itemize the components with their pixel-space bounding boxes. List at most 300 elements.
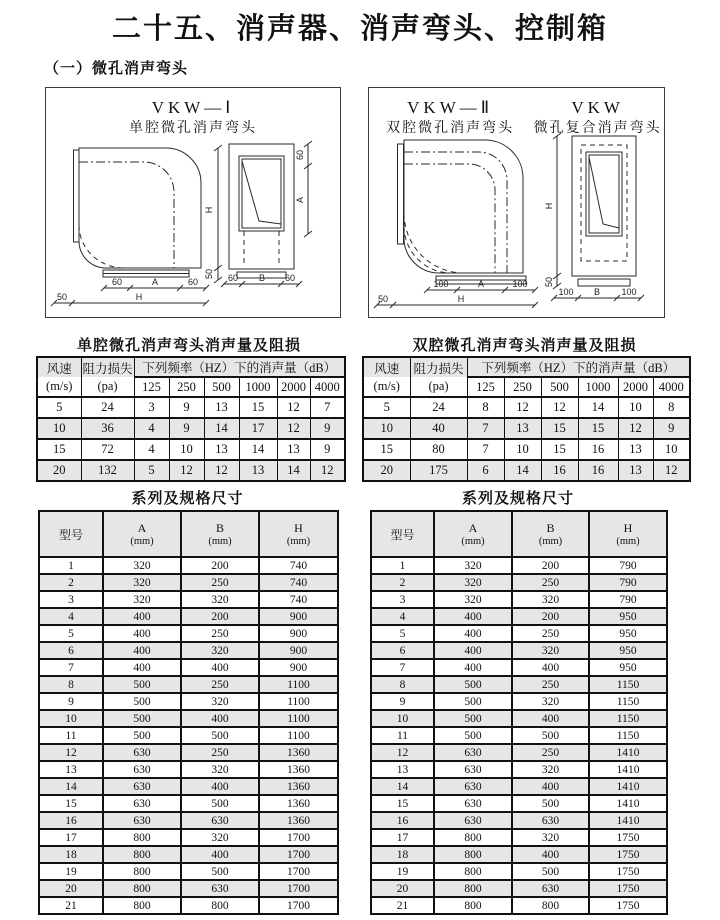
table-cell: 1700 (259, 897, 338, 914)
table-row (39, 761, 338, 778)
table-cell: 1360 (259, 812, 338, 829)
table-cell: 10 (618, 397, 653, 418)
table-cell: 175 (410, 460, 467, 481)
header-label: H (294, 520, 303, 535)
table-cell: 4 (39, 608, 103, 625)
table-row (371, 880, 667, 897)
table-cell: 320 (181, 829, 259, 846)
table-cell: 400 (512, 710, 589, 727)
table-cell: 8 (371, 676, 434, 693)
table-cell: 320 (512, 761, 589, 778)
table-row (371, 676, 667, 693)
table-cell: 9 (310, 439, 345, 460)
table-cell: 500 (103, 693, 181, 710)
header-label: H (623, 520, 633, 535)
table-cell: 1700 (259, 829, 338, 846)
dim-label: 60 (111, 277, 123, 287)
table-cell: 250 (512, 625, 589, 642)
table-cell: 11 (39, 727, 103, 744)
header-cell: 1000 (578, 377, 618, 397)
header-cell: 阻力损失 (81, 357, 134, 377)
table-row (37, 418, 345, 439)
table-cell: 1750 (589, 863, 667, 880)
table-row (371, 829, 667, 846)
table-cell: 4 (134, 418, 169, 439)
table-cell: 132 (81, 460, 134, 481)
table-cell: 9 (653, 418, 690, 439)
table-cell: 500 (103, 710, 181, 727)
table-cell: 1360 (259, 744, 338, 761)
table-cell: 14 (578, 397, 618, 418)
table-row (39, 863, 338, 880)
header-cell: (m/s) (363, 377, 410, 397)
table-cell: 14 (239, 439, 277, 460)
table-cell: 16 (371, 812, 434, 829)
header-cell: (pa) (81, 377, 134, 397)
model-number: VKW—Ⅰ (151, 98, 235, 117)
table-cell: 16 (578, 460, 618, 481)
model-number: VKW—Ⅱ (407, 98, 494, 117)
table-cell: 7 (467, 418, 504, 439)
table-cell: 800 (434, 829, 512, 846)
table-cell: 400 (103, 625, 181, 642)
header-unit: (mm) (538, 535, 563, 547)
table-cell: 16 (578, 439, 618, 460)
table-cell: 800 (103, 846, 181, 863)
table-cell: 8 (467, 397, 504, 418)
header-cell (103, 511, 181, 557)
table-cell: 5 (39, 625, 103, 642)
table-cell: 1410 (589, 812, 667, 829)
table-cell: 5 (363, 397, 410, 418)
header-cell (589, 511, 667, 557)
dim-label: 50 (56, 292, 68, 302)
table-cell: 1700 (259, 880, 338, 897)
table-cell: 250 (181, 574, 259, 591)
table-cell: 400 (103, 642, 181, 659)
table-cell: 40 (410, 418, 467, 439)
table-cell: 17 (371, 829, 434, 846)
table-cell: 630 (181, 880, 259, 897)
table-cell: 800 (434, 846, 512, 863)
table-cell: 320 (103, 574, 181, 591)
table-row (371, 608, 667, 625)
table-cell: 9 (371, 693, 434, 710)
table-cell: 400 (434, 642, 512, 659)
table-cell: 15 (239, 397, 277, 418)
table-cell: 630 (434, 761, 512, 778)
dim-label: 50 (544, 276, 554, 288)
table-cell: 1750 (589, 829, 667, 846)
table-cell: 10 (39, 710, 103, 727)
table-cell: 21 (371, 897, 434, 914)
table-row (371, 727, 667, 744)
noise-table-single (36, 356, 346, 482)
table-cell: 250 (512, 744, 589, 761)
table-row (37, 397, 345, 418)
table-cell: 12 (310, 460, 345, 481)
header-unit: (mm) (130, 535, 154, 547)
table-cell: 800 (434, 897, 512, 914)
table-cell: 1150 (589, 693, 667, 710)
table-cell: 950 (589, 659, 667, 676)
table-cell: 400 (434, 659, 512, 676)
dim-label: A (295, 196, 305, 204)
dim-label: 60 (227, 273, 239, 283)
dim-label: 60 (295, 149, 305, 161)
table-row (371, 812, 667, 829)
table-row (39, 557, 338, 574)
noise-table-2-title: 双腔微孔消声弯头消声量及阻损 (412, 337, 637, 354)
table-row (39, 591, 338, 608)
table-cell: 19 (371, 863, 434, 880)
dim-label: 60 (187, 277, 199, 287)
table-row (37, 460, 345, 481)
model-name: 双腔微孔消声弯头 (386, 121, 515, 137)
table-cell: 500 (434, 710, 512, 727)
table-cell: 11 (371, 727, 434, 744)
table-cell: 13 (371, 761, 434, 778)
table-cell: 400 (512, 846, 589, 863)
table-cell: 15 (578, 418, 618, 439)
table-cell: 400 (512, 659, 589, 676)
table-row (39, 795, 338, 812)
table-row (39, 880, 338, 897)
table-row (371, 744, 667, 761)
table-header-row (37, 357, 345, 377)
table-cell: 630 (434, 795, 512, 812)
dim-label: 50 (204, 268, 214, 280)
table-cell: 1700 (259, 846, 338, 863)
table-cell: 790 (589, 557, 667, 574)
table-cell: 400 (434, 625, 512, 642)
noise-table-body (363, 397, 690, 481)
table-cell: 1410 (589, 744, 667, 761)
table-cell: 400 (434, 608, 512, 625)
table-cell: 12 (653, 460, 690, 481)
table-cell: 500 (181, 863, 259, 880)
table-cell: 800 (434, 880, 512, 897)
table-cell: 1100 (259, 727, 338, 744)
table-cell: 950 (589, 642, 667, 659)
table-cell: 630 (512, 812, 589, 829)
table-cell: 250 (512, 574, 589, 591)
header-cell: 4000 (653, 377, 690, 397)
header-cell: 2000 (618, 377, 653, 397)
table-cell: 250 (181, 625, 259, 642)
table-cell: 200 (181, 608, 259, 625)
table-cell: 740 (259, 557, 338, 574)
table-cell: 800 (512, 897, 589, 914)
table-cell: 13 (504, 418, 541, 439)
header-cell: 风速 (37, 357, 81, 377)
header-cell: 阻力损失 (410, 357, 467, 377)
table-row (39, 625, 338, 642)
table-row (371, 659, 667, 676)
table-row (371, 795, 667, 812)
table-cell: 1360 (259, 761, 338, 778)
size-table-1-title: 系列及规格尺寸 (131, 490, 244, 507)
table-cell: 12 (277, 397, 310, 418)
table-cell: 1360 (259, 778, 338, 795)
header-cell: 下列频率（HZ）下的消声量（dB） (467, 357, 690, 377)
table-cell: 400 (103, 659, 181, 676)
table-cell: 800 (181, 897, 259, 914)
table-row (371, 625, 667, 642)
dim-label: 100 (558, 287, 574, 297)
header-label: A (468, 520, 478, 535)
table-cell: 3 (134, 397, 169, 418)
table-cell: 2 (39, 574, 103, 591)
header-cell: 125 (467, 377, 504, 397)
table-row (39, 829, 338, 846)
table-cell: 1410 (589, 778, 667, 795)
table-row (371, 693, 667, 710)
table-cell: 500 (103, 727, 181, 744)
table-cell: 17 (239, 418, 277, 439)
table-row (371, 846, 667, 863)
noise-table-body (37, 397, 345, 481)
size-table-2-title: 系列及规格尺寸 (461, 490, 574, 507)
header-label: A (137, 520, 147, 535)
table-row (39, 676, 338, 693)
table-cell: 13 (239, 460, 277, 481)
table-cell: 13 (204, 397, 239, 418)
table-row (363, 439, 690, 460)
dim-label: B (258, 273, 266, 283)
header-unit: (mm) (208, 535, 232, 547)
table-row (371, 591, 667, 608)
dim-label: 100 (433, 279, 449, 289)
table-cell: 320 (103, 557, 181, 574)
table-cell: 6 (467, 460, 504, 481)
table-cell: 24 (81, 397, 134, 418)
noise-table-1-title: 单腔微孔消声弯头消声量及阻损 (76, 337, 301, 354)
table-cell: 13 (618, 460, 653, 481)
table-row (39, 744, 338, 761)
table-cell: 400 (181, 659, 259, 676)
table-cell: 500 (512, 795, 589, 812)
table-cell: 15 (363, 439, 410, 460)
table-cell: 400 (181, 778, 259, 795)
table-cell: 630 (512, 880, 589, 897)
table-cell: 36 (81, 418, 134, 439)
table-cell: 630 (434, 812, 512, 829)
table-cell: 13 (618, 439, 653, 460)
table-cell: 1100 (259, 693, 338, 710)
table-cell: 2 (371, 574, 434, 591)
table-cell: 630 (434, 778, 512, 795)
table-row (371, 761, 667, 778)
model-name: 微孔复合消声弯头 (533, 121, 662, 137)
table-cell: 3 (371, 591, 434, 608)
table-cell: 16 (541, 460, 578, 481)
table-row (371, 557, 667, 574)
vkw1-elbow-drawing (46, 88, 340, 317)
header-unit: (mm) (461, 535, 485, 547)
header-cell (371, 511, 434, 557)
table-row (371, 574, 667, 591)
table-header-row (39, 511, 338, 557)
model-name: 单腔微孔消声弯头 (129, 121, 257, 137)
table-cell: 800 (103, 863, 181, 880)
table-cell: 14 (277, 460, 310, 481)
table-cell: 9 (39, 693, 103, 710)
table-cell: 5 (134, 460, 169, 481)
table-cell: 900 (259, 625, 338, 642)
table-cell: 3 (39, 591, 103, 608)
size-table-body (39, 557, 338, 914)
table-cell: 320 (181, 591, 259, 608)
table-cell: 1100 (259, 676, 338, 693)
table-row (39, 897, 338, 914)
section-heading: （一）微孔消声弯头 (44, 60, 189, 77)
header-label: 型号 (390, 527, 415, 542)
table-cell: 950 (589, 625, 667, 642)
header-cell: (m/s) (37, 377, 81, 397)
table-cell: 400 (181, 710, 259, 727)
table-cell: 400 (181, 846, 259, 863)
table-cell: 72 (81, 439, 134, 460)
table-cell: 630 (103, 744, 181, 761)
table-cell: 13 (277, 439, 310, 460)
table-cell: 5 (371, 625, 434, 642)
dim-label: 100 (512, 279, 528, 289)
table-cell: 320 (181, 693, 259, 710)
dim-label: H (204, 206, 214, 214)
table-cell: 14 (371, 778, 434, 795)
table-cell: 10 (653, 439, 690, 460)
table-cell: 1750 (589, 846, 667, 863)
header-cell (512, 511, 589, 557)
table-cell: 12 (39, 744, 103, 761)
table-cell: 740 (259, 574, 338, 591)
table-cell: 320 (181, 761, 259, 778)
table-cell: 16 (39, 812, 103, 829)
table-row (39, 710, 338, 727)
diagram-box-vkw2 (368, 87, 665, 318)
table-header-row (371, 511, 667, 557)
model-number: VKW (571, 98, 624, 117)
table-cell: 790 (589, 591, 667, 608)
header-cell: 下列频率（HZ）下的消声量（dB） (134, 357, 345, 377)
header-cell: 250 (169, 377, 204, 397)
table-cell: 320 (434, 557, 512, 574)
table-cell: 630 (103, 778, 181, 795)
table-row (39, 846, 338, 863)
header-cell: 500 (541, 377, 578, 397)
header-cell (181, 511, 259, 557)
table-cell: 15 (39, 795, 103, 812)
dim-label: 60 (284, 273, 296, 283)
header-unit: (mm) (286, 535, 311, 547)
table-cell: 320 (512, 591, 589, 608)
table-row (39, 608, 338, 625)
table-row (39, 812, 338, 829)
table-cell: 320 (512, 829, 589, 846)
table-cell: 320 (434, 574, 512, 591)
dim-label: H (135, 292, 143, 302)
table-cell: 9 (310, 418, 345, 439)
dim-label: H (544, 202, 554, 210)
table-cell: 14 (39, 778, 103, 795)
table-cell: 1360 (259, 795, 338, 812)
table-cell: 6 (39, 642, 103, 659)
table-cell: 250 (512, 676, 589, 693)
table-cell: 9 (169, 397, 204, 418)
table-cell: 4 (371, 608, 434, 625)
table-cell: 18 (39, 846, 103, 863)
table-cell: 6 (371, 642, 434, 659)
table-cell: 200 (512, 557, 589, 574)
table-header-row (37, 377, 345, 397)
table-cell: 21 (39, 897, 103, 914)
dim-label: 50 (377, 294, 389, 304)
table-cell: 1150 (589, 710, 667, 727)
table-cell: 1150 (589, 676, 667, 693)
table-cell: 320 (512, 642, 589, 659)
header-cell: 4000 (310, 377, 345, 397)
table-cell: 15 (371, 795, 434, 812)
size-table-single (38, 510, 339, 915)
table-row (39, 727, 338, 744)
table-cell: 320 (434, 591, 512, 608)
header-cell: 2000 (277, 377, 310, 397)
table-cell: 7 (371, 659, 434, 676)
table-row (371, 778, 667, 795)
table-cell: 10 (371, 710, 434, 727)
header-cell: 250 (504, 377, 541, 397)
table-cell: 320 (181, 642, 259, 659)
table-cell: 500 (512, 727, 589, 744)
header-label: B (215, 520, 224, 535)
table-cell: 12 (618, 418, 653, 439)
table-cell: 24 (410, 397, 467, 418)
table-cell: 17 (39, 829, 103, 846)
dim-label: H (457, 294, 465, 304)
table-cell: 1410 (589, 761, 667, 778)
table-cell: 800 (103, 829, 181, 846)
table-cell: 630 (103, 812, 181, 829)
table-cell: 7 (310, 397, 345, 418)
table-cell: 900 (259, 642, 338, 659)
table-cell: 320 (512, 693, 589, 710)
table-header-row (363, 377, 690, 397)
table-cell: 250 (181, 744, 259, 761)
table-cell: 10 (37, 418, 81, 439)
table-cell: 20 (363, 460, 410, 481)
header-cell (259, 511, 338, 557)
table-cell: 80 (410, 439, 467, 460)
table-row (371, 863, 667, 880)
header-cell: 1000 (239, 377, 277, 397)
table-cell: 500 (103, 676, 181, 693)
table-row (363, 397, 690, 418)
table-row (371, 710, 667, 727)
table-cell: 12 (277, 418, 310, 439)
table-cell: 500 (512, 863, 589, 880)
header-label: 型号 (58, 527, 83, 542)
table-cell: 800 (434, 863, 512, 880)
table-cell: 900 (259, 608, 338, 625)
table-cell: 950 (589, 608, 667, 625)
page-title: 二十五、消声器、消声弯头、控制箱 (111, 13, 608, 45)
table-cell: 15 (37, 439, 81, 460)
size-table-body (371, 557, 667, 914)
table-cell: 10 (363, 418, 410, 439)
table-cell: 320 (103, 591, 181, 608)
table-cell: 500 (434, 693, 512, 710)
